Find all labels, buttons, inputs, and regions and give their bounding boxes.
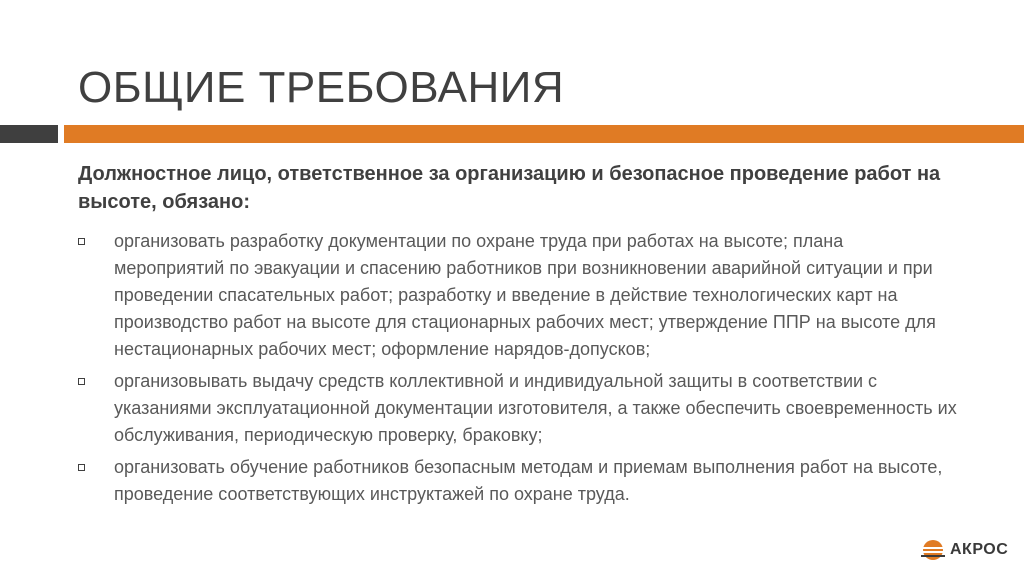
- bullet-text: организовывать выдачу средств коллективной и индивидуальной защиты в соответствии с указаниями эксплуатационной документации изготовителя, а также обеспечить своевременность их обслуживания, периодическую проверку, браковку;: [114, 371, 957, 445]
- square-bullet-icon: [78, 238, 85, 245]
- bullet-item: [78, 228, 958, 363]
- title-bar-accent: [64, 125, 1024, 143]
- akros-logo-icon: [918, 538, 948, 562]
- intro-text: Должностное лицо, ответственное за организацию и безопасное проведение работ на высоте, обязано:: [78, 163, 941, 213]
- square-bullet-icon: [78, 464, 85, 471]
- bullet-text: организовать разработку документации по охране труда при работах на высоте; плана мероприятий по эвакуации и спасению работников при возникновении аварийной ситуации и при проведении спасательных работ; разработку и введение в действие технологических карт на производство работ на высоте для стационарных рабочих мест; утверждение ППР на высоте для нестационарных рабочих мест; оформление нарядов-допусков;: [114, 231, 936, 359]
- bullet-list: [78, 228, 958, 513]
- logo-text: АКРОС: [950, 541, 1009, 558]
- company-logo: [918, 535, 1018, 565]
- title-bar-dark: [0, 125, 58, 143]
- slide-title: ОБЩИЕ ТРЕБОВАНИЯ: [78, 63, 565, 112]
- bullet-text: организовать обучение работников безопасным методам и приемам выполнения работ на высоте, проведение соответствующих инструктажей по охране труда.: [114, 457, 943, 504]
- bullet-item: [78, 454, 958, 508]
- square-bullet-icon: [78, 378, 85, 385]
- bullet-item: [78, 368, 958, 449]
